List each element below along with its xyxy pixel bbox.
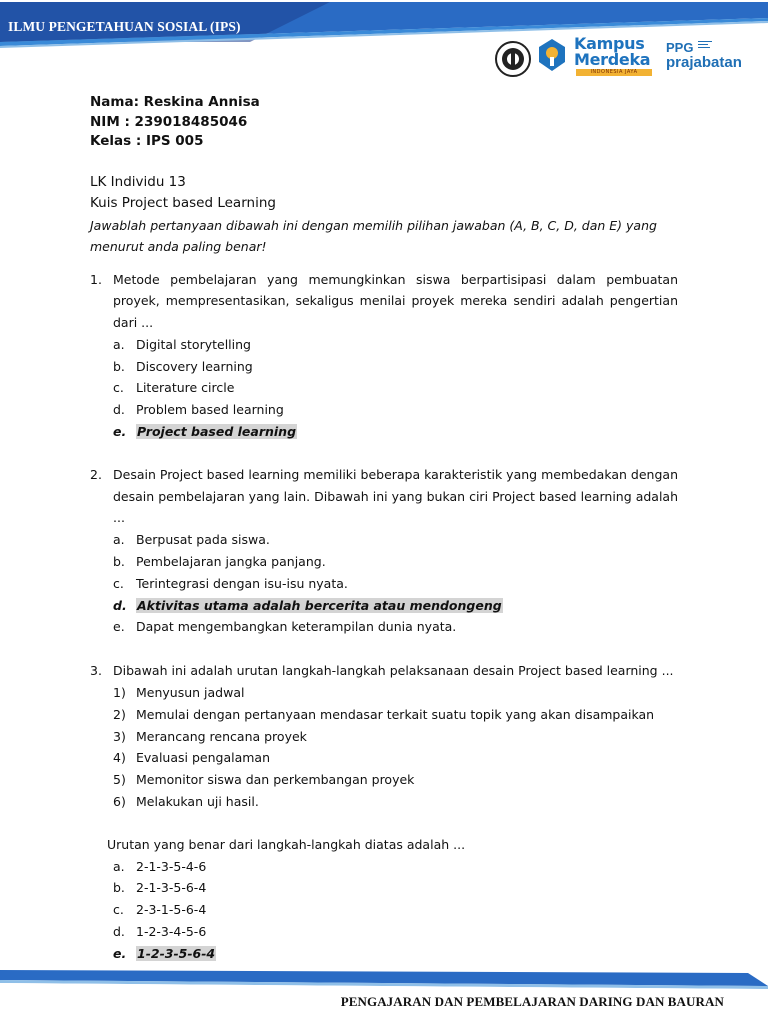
- option-e-selected-answer: e. Project based learning: [113, 424, 297, 440]
- header-logos: [494, 34, 754, 82]
- footer-title: PENGAJARAN DAN PEMBELAJARAN DARING DAN BAURAN: [340, 994, 724, 1009]
- student-nim: NIM : 239018485046: [90, 113, 248, 130]
- worksheet-subtitle: Kuis Project based Learning: [90, 195, 276, 211]
- option-a: a. Berpusat pada siswa.: [113, 532, 270, 548]
- prajabatan-logo-text: prajabatan: [666, 54, 742, 71]
- step-item: 4) Evaluasi pengalaman: [113, 750, 271, 766]
- question-number: 3.: [90, 663, 102, 679]
- step-item: 2) Memulai dengan pertanyaan mendasar terkait suatu topik yang akan disampaikan: [113, 706, 655, 722]
- step-item: 1) Menyusun jadwal: [113, 685, 245, 701]
- question-3-steps: [113, 682, 678, 813]
- worksheet-instruction: Jawablah pertanyaan dibawah ini dengan memilih pilihan jawaban (A, B, C, D, dan E) yang menurut anda paling benar!: [90, 217, 657, 254]
- student-name: Nama: Reskina Annisa: [90, 94, 260, 110]
- tut-wuri-handayani-icon: [538, 38, 566, 72]
- question-3: [90, 660, 678, 682]
- question-2-options: [113, 529, 678, 638]
- option-d: d. 1-2-3-4-5-6: [113, 924, 207, 940]
- option-c: c. 2-3-1-5-6-4: [113, 902, 207, 918]
- option-e: e. Dapat mengembangkan keterampilan dunia nyata.: [113, 619, 457, 635]
- merdeka-logo-text: Merdeka: [574, 50, 651, 69]
- option-a: a. Digital storytelling: [113, 336, 251, 352]
- question-3-conclusion: Urutan yang benar dari langkah-langkah diatas adalah ...: [107, 836, 466, 852]
- option-b: b. Discovery learning: [113, 358, 253, 374]
- option-a: a. 2-1-3-5-4-6: [113, 858, 207, 874]
- step-item: 3) Merancang rencana proyek: [113, 728, 307, 744]
- option-d: d. Problem based learning: [113, 402, 284, 418]
- step-item: 5) Memonitor siswa dan perkembangan proyek: [113, 772, 415, 788]
- question-number: 1.: [90, 271, 102, 287]
- question-2: [90, 464, 678, 529]
- header-title: ILMU PENGETAHUAN SOSIAL (IPS): [8, 19, 241, 34]
- step-item: 6) Melakukan uji hasil.: [113, 794, 259, 810]
- option-c: c. Literature circle: [113, 380, 235, 396]
- kampus-logo-text: Kampus: [574, 34, 645, 53]
- ppg-mini-lines-icon: [698, 39, 718, 50]
- worksheet-title: LK Individu 13: [90, 173, 186, 190]
- indonesia-jaya-strip: INDONESIA JAYA: [576, 69, 652, 76]
- option-b: b. 2-1-3-5-6-4: [113, 880, 207, 896]
- question-1: [90, 269, 678, 334]
- question-text: Desain Project based learning memiliki beberapa karakteristik yang membedakan dengan desain pembelajaran yang lain. Dibawah ini yang bukan ciri Project based learning adalah ...: [113, 466, 678, 526]
- worksheet-content: [90, 93, 678, 965]
- question-text: Metode pembelajaran yang memungkinkan siswa berpartisipasi dalam pembuatan proyek, mempresentasikan, sekaligus menilai proyek mereka sendiri adalah pengertian dari ...: [113, 271, 678, 331]
- ppg-logo-text: PPG: [666, 40, 694, 55]
- option-b: b. Pembelajaran jangka panjang.: [113, 554, 326, 570]
- student-class: Kelas : IPS 005: [90, 133, 204, 149]
- question-number: 2.: [90, 466, 102, 482]
- option-e-selected-answer: e. 1-2-3-5-6-4: [113, 945, 216, 961]
- question-3-options: [113, 856, 678, 965]
- option-d-selected-answer: d. Aktivitas utama adalah bercerita atau mendongeng: [113, 597, 502, 613]
- question-text: Dibawah ini adalah urutan langkah-langkah pelaksanaan desain Project based learning ...: [113, 663, 674, 679]
- option-c: c. Terintegrasi dengan isu-isu nyata.: [113, 575, 348, 591]
- university-seal-icon: [494, 40, 532, 78]
- question-1-options: [113, 334, 678, 443]
